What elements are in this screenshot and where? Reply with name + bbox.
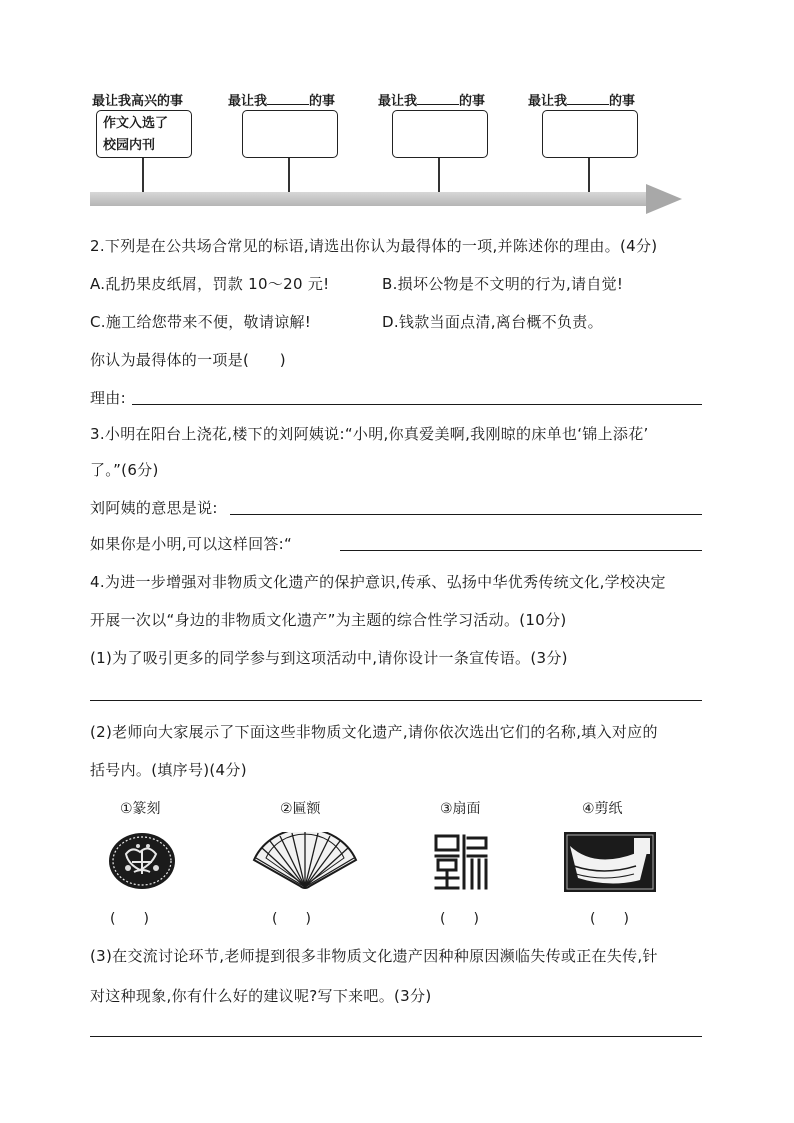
q2-reason-line[interactable] xyxy=(132,404,702,405)
q4-sub2-line2: 括号内。(填序号)(4分) xyxy=(90,761,247,779)
item-label-3: ③扇面 xyxy=(440,801,481,817)
q4-sub3-line1: (3)在交流讨论环节,老师提到很多非物质文化遗产因种种原因濒临失传或正在失传,针 xyxy=(90,947,658,965)
q4-sub3-answer-line[interactable] xyxy=(90,1036,702,1037)
answer-paren-1[interactable]: ( ) xyxy=(110,911,149,927)
q4-stem-line1: 4.为进一步增强对非物质文化遗产的保护意识,传承、弘扬中华优秀传统文化,学校决定 xyxy=(90,573,666,591)
q2-answer-prompt: 你认为最得体的一项是( ) xyxy=(90,351,286,369)
q2-option-b[interactable]: B.损坏公物是不文明的行为,请自觉! xyxy=(382,275,624,293)
q2-reason-prompt: 理由: xyxy=(90,389,126,407)
paper-cut-circle-icon xyxy=(108,832,176,890)
timeline-label-text: 的事 xyxy=(459,94,486,109)
q2-option-c[interactable]: C.施工给您带来不便，敬请谅解! xyxy=(90,313,312,331)
arrow-head-icon xyxy=(646,184,682,214)
timeline-stem xyxy=(288,158,290,194)
q4-sub2-line1: (2)老师向大家展示了下面这些非物质文化遗产,请你依次选出它们的名称,填入对应的 xyxy=(90,723,658,741)
q3-meaning-prompt: 刘阿姨的意思是说: xyxy=(90,499,218,517)
q2-option-d[interactable]: D.钱款当面点清,离台概不负责。 xyxy=(382,313,603,331)
answer-paren-2[interactable]: ( ) xyxy=(272,911,311,927)
timeline-label-3 xyxy=(378,90,485,109)
q2-stem: 2.下列是在公共场合常见的标语,请选出你认为最得体的一项,并陈述你的理由。(4分) xyxy=(90,237,658,255)
timeline-box-3[interactable] xyxy=(392,110,488,158)
timeline-arrow-bar xyxy=(90,192,650,206)
timeline-label-text: 的事 xyxy=(609,94,636,109)
q3-stem-line2: 了。”(6分) xyxy=(90,461,159,479)
item-label-1: ①篆刻 xyxy=(120,801,161,817)
answer-paren-4[interactable]: ( ) xyxy=(590,911,629,927)
timeline-stem xyxy=(142,158,144,194)
timeline-box-2[interactable] xyxy=(242,110,338,158)
q3-reply-prompt: 如果你是小明,可以这样回答:“ xyxy=(90,535,293,553)
timeline-box-line: 校园内刊 xyxy=(103,138,156,153)
plaque-icon xyxy=(564,832,656,892)
timeline-label-4 xyxy=(528,90,635,109)
timeline-box-4[interactable] xyxy=(542,110,638,158)
q3-stem-line1: 3.小明在阳台上浇花,楼下的刘阿姨说:“小明,你真爱美啊,我刚晾的床单也‘锦上添花’ xyxy=(90,425,649,443)
q4-sub3-line2: 对这种现象,你有什么好的建议呢?写下来吧。(3分) xyxy=(90,987,432,1005)
q2-option-a[interactable]: A.乱扔果皮纸屑，罚款 10～20 元! xyxy=(90,275,330,293)
q4-sub1: (1)为了吸引更多的同学参与到这项活动中,请你设计一条宣传语。(3分) xyxy=(90,649,568,667)
timeline-box-line: 作文入选了 xyxy=(103,116,169,131)
q4-sub1-answer-line[interactable] xyxy=(90,700,702,701)
answer-paren-3[interactable]: ( ) xyxy=(440,911,479,927)
timeline-figure xyxy=(90,82,682,214)
blank-line[interactable] xyxy=(417,92,459,105)
timeline-label-2 xyxy=(228,90,335,109)
q3-meaning-line[interactable] xyxy=(230,514,702,515)
timeline-box-1 xyxy=(96,110,192,158)
timeline-label-1 xyxy=(92,90,183,109)
item-label-4: ④剪纸 xyxy=(582,801,623,817)
blank-line[interactable] xyxy=(267,92,309,105)
seal-carving-icon xyxy=(432,832,490,892)
timeline-label-text: 最让我 xyxy=(228,94,268,109)
folding-fan-icon xyxy=(250,832,360,890)
timeline-label-text: 最让我 xyxy=(528,94,568,109)
timeline-label-text: 的事 xyxy=(309,94,336,109)
timeline-stem xyxy=(588,158,590,194)
blank-line[interactable] xyxy=(567,92,609,105)
timeline-stem xyxy=(438,158,440,194)
q3-reply-line[interactable] xyxy=(340,550,702,551)
q4-stem-line2: 开展一次以“身边的非物质文化遗产”为主题的综合性学习活动。(10分) xyxy=(90,611,567,629)
item-label-2: ②匾额 xyxy=(280,801,321,817)
timeline-label-text: 最让我高兴的事 xyxy=(92,94,184,109)
timeline-label-text: 最让我 xyxy=(378,94,418,109)
